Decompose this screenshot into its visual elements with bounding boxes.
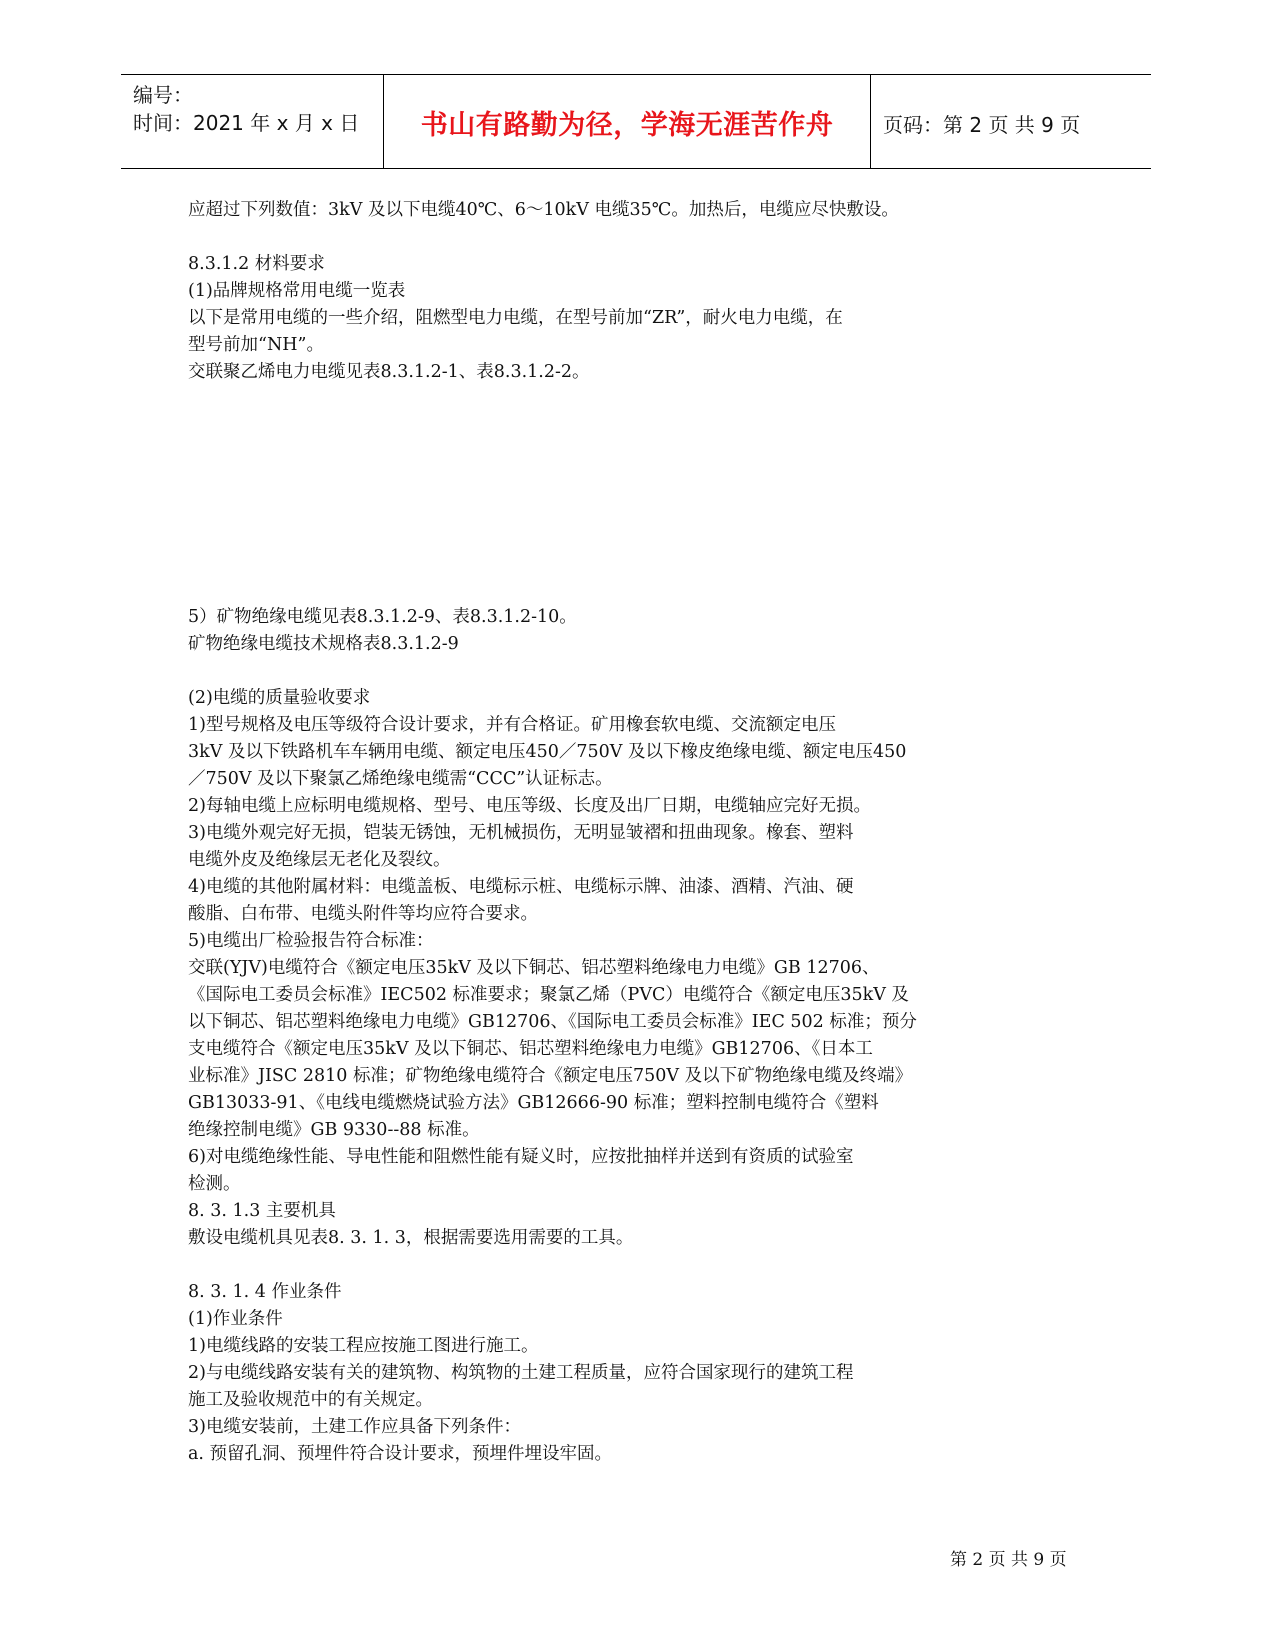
paragraph-line: 电缆外皮及绝缘层无老化及裂纹。 xyxy=(188,850,451,870)
section-heading: 8. 3. 1.3 主要机具 xyxy=(188,1201,336,1221)
paragraph-line: 6)对电缆绝缘性能、导电性能和阻燃性能有疑义时，应按批抽样并送到有资质的试验室 xyxy=(188,1147,854,1167)
subsection-heading: (1)品牌规格常用电缆一览表 xyxy=(188,281,406,301)
paragraph-line: 型号前加“NH”。 xyxy=(188,335,324,355)
paragraph-line: 敷设电缆机具见表8. 3. 1. 3，根据需要选用需要的工具。 xyxy=(188,1228,634,1248)
paragraph-line: 《国际电工委员会标准》IEC502 标准要求；聚氯乙烯（PVC）电缆符合《额定电压35kV 及 xyxy=(188,985,909,1005)
paragraph-line: 交联(YJV)电缆符合《额定电压35kV 及以下铜芯、铝芯塑料绝缘电力电缆》GB 12706、 xyxy=(188,958,880,978)
paragraph-line: 支电缆符合《额定电压35kV 及以下铜芯、铝芯塑料绝缘电力电缆》GB12706、《日本工 xyxy=(188,1039,873,1059)
paragraph-line: 矿物绝缘电缆技术规格表8.3.1.2-9 xyxy=(188,634,459,654)
header-motto-cell xyxy=(384,75,871,168)
paragraph-line: 检测。 xyxy=(188,1174,241,1194)
header-info-cell xyxy=(121,75,384,168)
paragraph-line: 酸脂、白布带、电缆头附件等均应符合要求。 xyxy=(188,904,538,924)
section-heading: 8.3.1.2 材料要求 xyxy=(188,254,325,274)
header-page-cell xyxy=(871,75,1151,168)
paragraph-line: 交联聚乙烯电力电缆见表8.3.1.2-1、表8.3.1.2-2。 xyxy=(188,362,590,382)
subsection-heading: (1)作业条件 xyxy=(188,1309,283,1329)
paragraph-line: 3kV 及以下铁路机车车辆用电缆、额定电压450／750V 及以下橡皮绝缘电缆、额定电压450 xyxy=(188,742,907,762)
paragraph-line: 5）矿物绝缘电缆见表8.3.1.2-9、表8.3.1.2-10。 xyxy=(188,607,577,627)
document-date: 时间：2021 年 x 月 x 日 xyxy=(133,111,360,135)
subsection-heading: (2)电缆的质量验收要求 xyxy=(188,688,371,708)
paragraph-line: 绝缘控制电缆》GB 9330--88 标准。 xyxy=(188,1120,480,1140)
paragraph-line: 4)电缆的其他附属材料：电缆盖板、电缆标示桩、电缆标示牌、油漆、酒精、汽油、硬 xyxy=(188,877,854,897)
header-motto: 书山有路勤为径，学海无涯苦作舟 xyxy=(420,110,834,141)
paragraph-line: 应超过下列数值：3kV 及以下电缆40℃、6～10kV 电缆35℃。加热后，电缆应尽快敷设。 xyxy=(188,200,899,220)
section-heading: 8. 3. 1. 4 作业条件 xyxy=(188,1282,342,1302)
paragraph-line: 施工及验收规范中的有关规定。 xyxy=(188,1390,433,1410)
paragraph-line: 2)每轴电缆上应标明电缆规格、型号、电压等级、长度及出厂日期，电缆轴应完好无损。 xyxy=(188,796,871,816)
page-footer: 第 2 页 共 9 页 xyxy=(950,1550,1067,1570)
paragraph-line: 以下铜芯、铝芯塑料绝缘电力电缆》GB12706、《国际电工委员会标准》IEC 502 标准；预分 xyxy=(188,1012,917,1032)
document-body xyxy=(188,197,1088,1468)
paragraph-line: 1)型号规格及电压等级符合设计要求，并有合格证。矿用橡套软电缆、交流额定电压 xyxy=(188,715,836,735)
paragraph-line: 业标准》JISC 2810 标准；矿物绝缘电缆符合《额定电压750V 及以下矿物绝缘电缆及终端》 xyxy=(188,1066,913,1086)
header-page-number: 页码：第 2 页 共 9 页 xyxy=(883,113,1081,137)
paragraph-line: 5)电缆出厂检验报告符合标准： xyxy=(188,931,434,951)
document-number-label: 编号： xyxy=(133,83,193,107)
paragraph-line: 3)电缆外观完好无损，铠装无锈蚀，无机械损伤，无明显皱褶和扭曲现象。橡套、塑料 xyxy=(188,823,854,843)
paragraph-line: 2)与电缆线路安装有关的建筑物、构筑物的土建工程质量，应符合国家现行的建筑工程 xyxy=(188,1363,854,1383)
page-header xyxy=(121,74,1151,169)
paragraph-line: 以下是常用电缆的一些介绍，阻燃型电力电缆，在型号前加“ZR”，耐火电力电缆，在 xyxy=(188,308,843,328)
paragraph-line: 1)电缆线路的安装工程应按施工图进行施工。 xyxy=(188,1336,539,1356)
paragraph-line: 3)电缆安装前，土建工作应具备下列条件： xyxy=(188,1417,521,1437)
paragraph-line: GB13033-91、《电线电缆燃烧试验方法》GB12666-90 标准；塑料控制电缆符合《塑料 xyxy=(188,1093,879,1113)
paragraph-line: a. 预留孔洞、预埋件符合设计要求，预埋件埋设牢固。 xyxy=(188,1444,613,1464)
paragraph-line: ／750V 及以下聚氯乙烯绝缘电缆需“CCC”认证标志。 xyxy=(188,769,613,789)
